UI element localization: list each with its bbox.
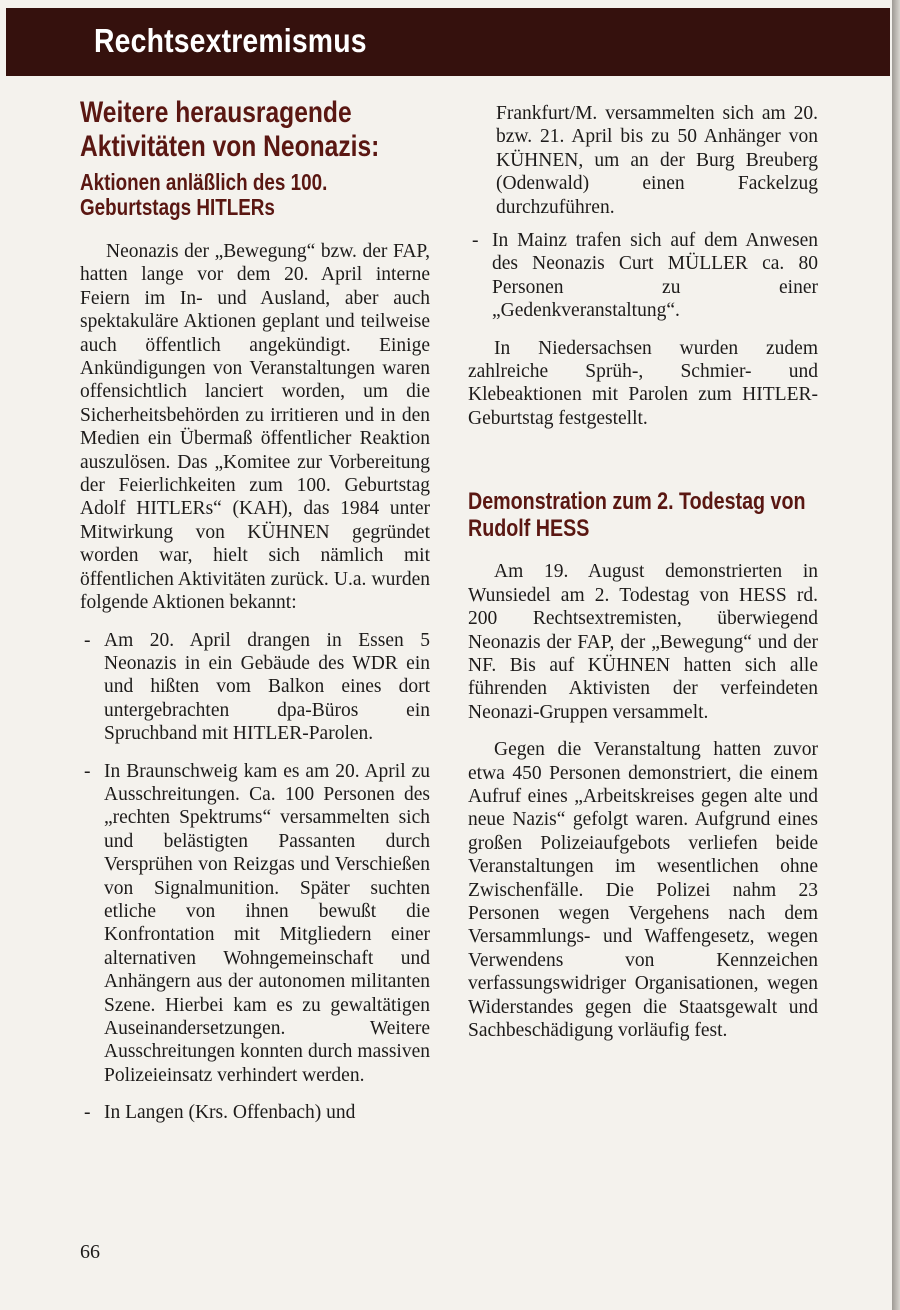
- niedersachsen-paragraph: In Niedersachsen wurden zudem zahlreiche Sprüh-, Schmier- und Klebeaktionen mit Parolen zum HITLER-Geburtstag festgestellt.: [468, 337, 818, 429]
- subheading-hitler-birthday: Aktionen anläßlich des 100. Geburtstags HITLERs: [80, 169, 328, 220]
- list-item-essen: - Am 20. April drangen in Essen 5 Neonazis in ein Gebäude des WDR ein und hißten vom Balkon eines dort untergebrachten dpa-Büros ein Spruchband mit HITLER-Parolen.: [80, 629, 430, 746]
- section-title: Rechtsextremismus: [94, 22, 367, 59]
- hess-demonstration-heading: Demonstration zum 2. Todestag von Rudolf HESS: [468, 488, 806, 543]
- actions-list: [80, 629, 430, 1125]
- intro-paragraph: Neonazis der „Bewegung“ bzw. der FAP, hatten lange vor dem 20. April interne Feiern im In- und Ausland, aber auch spektakuläre Aktionen geplant und teilweise auch öffentlich angekündigt. Einige Ankündigungen von Veranstaltungen waren offensichtlich lanciert worden, um die Sicherheitsbehörden zu irritieren und in den Medien ein Übermaß öffentlicher Reaktion auszulösen. Das „Komitee zur Vorbereitung der Feierlichkeiten zum 100. Geburtstag Adolf HITLERs“ (KAH), das 1984 unter Mitwirkung von KÜHNEN gegründet worden war, hielt sich nämlich mit öffentlichen Aktivitäten zurück. U.a. wurden folgende Aktionen bekannt:: [80, 241, 430, 614]
- main-heading: Weitere herausragende Aktivitäten von Neonazis:: [80, 96, 380, 163]
- hess-paragraph-1: Am 19. August demonstrierten in Wunsiedel am 2. Todestag von HESS rd. 200 Rechtsextremisten, überwiegend Neonazis der FAP, der „Bewegung“ und der NF. Bis auf KÜHNEN hatten sich alle führenden Aktivisten der verfeindeten Neonazi-Gruppen versammelt.: [468, 561, 818, 723]
- right-column: [468, 102, 818, 1042]
- actions-list-continued: [468, 229, 818, 323]
- list-item-mainz: - In Mainz trafen sich auf dem Anwesen des Neonazis Curt MÜLLER ca. 80 Personen zu einer „Gedenkveranstaltung“.: [468, 229, 818, 323]
- left-column: [80, 96, 430, 1139]
- page-number: 66: [80, 1241, 100, 1263]
- list-item-langen: - In Langen (Krs. Offenbach) und: [80, 1101, 430, 1124]
- section-header-bar: [6, 8, 890, 76]
- list-item-braunschweig: - In Braunschweig kam es am 20. April zu Ausschreitungen. Ca. 100 Personen des „rechten Spektrums“ versammelten sich und belästigten Passanten durch Versprühen von Reizgas und Verschießen von Signalmunition. Später suchten etliche von ihnen bewußt die Konfrontation mit Mitgliedern einer alternativen Wohngemeinschaft und Anhängern aus der autonomen militanten Szene. Hierbei kam es zu gewaltätigen Auseinandersetzungen. Weitere Ausschreitungen konnten durch massiven Polizeieinsatz verhindert werden.: [80, 760, 430, 1088]
- continued-paragraph: Frankfurt/M. versammelten sich am 20. bzw. 21. April bis zu 50 Anhänger von KÜHNEN, um an der Burg Breuberg (Odenwald) einen Fackelzug durchzuführen.: [496, 103, 818, 218]
- page-edge-shadow: [892, 0, 900, 1310]
- hess-paragraph-2: Gegen die Veranstaltung hatten zuvor etwa 450 Personen demonstriert, die einem Aufruf eines „Arbeitskreises gegen alte und neue Nazis“ gefolgt waren. Aufgrund eines großen Polizeiaufgebots verliefen beide Veranstaltungen im wesentlichen ohne Zwischenfälle. Die Polizei nahm 23 Personen wegen Vergehens nach dem Versammlungs- und Waffengesetz, wegen Verwendens von Kennzeichen verfassungswidriger Organisationen, wegen Widerstandes gegen die Staatsgewalt und Sachbeschädigung vorläufig fest.: [468, 739, 818, 1041]
